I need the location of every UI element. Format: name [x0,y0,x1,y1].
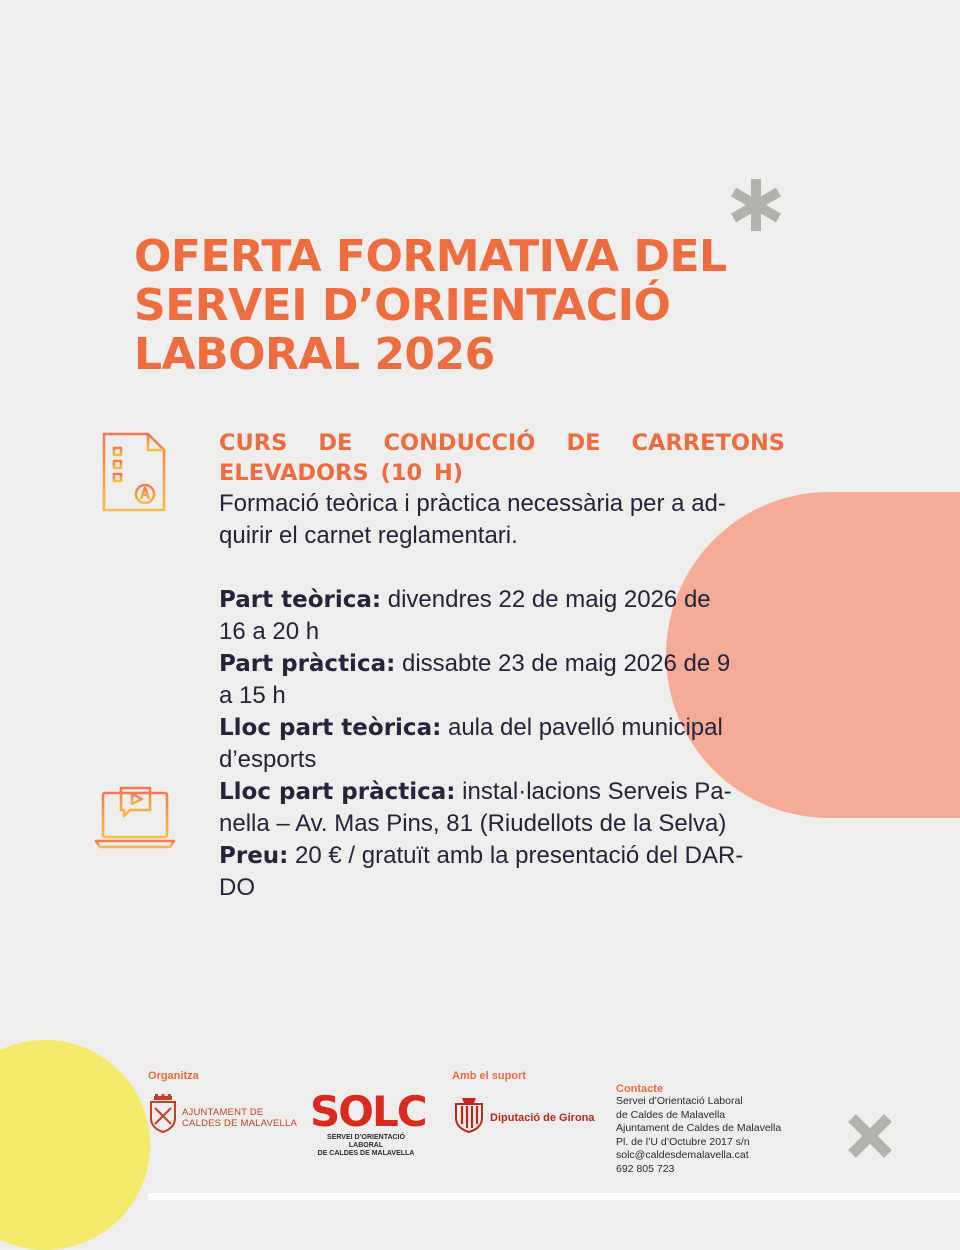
detail-value: a 15 h [219,682,286,709]
ajuntament-logo [148,1094,298,1134]
course-description [219,488,785,552]
detail-value: nella – Av. Mas Pins, 81 (Riudellots de la Selva) [219,810,727,837]
title-line: SERVEI D’ORIENTACIÓ [134,280,671,331]
solc-subtitle-line: SERVEI D’ORIENTACIÓ LABORAL [327,1134,405,1149]
solc-subtitle-line: DE CALDES DE MALAVELLA [317,1150,415,1157]
laptop-video-icon [94,784,176,850]
contact-email[interactable]: solc@caldesdemalavella.cat [616,1149,749,1161]
detail-label: Lloc part pràctica: [219,779,456,805]
detail-price [219,840,785,904]
bottom-white-bar [148,1193,960,1200]
suport-label: Amb el suport [452,1070,526,1082]
course-content [219,428,785,904]
asterisk-icon [727,176,785,234]
detail-label: Lloc part teòrica: [219,715,442,741]
solc-logo [310,1087,426,1162]
diputacio-logo [452,1094,602,1134]
detail-value: 16 a 20 h [219,618,320,645]
detail-theory-date [219,584,785,648]
detail-value: aula del pavelló municipal [441,714,723,741]
ajuntament-crest-icon [148,1094,178,1134]
detail-value: d’esports [219,746,317,773]
contact-line: Ajuntament de Caldes de Malavella [616,1122,782,1134]
contact-line: Servei d’Orientació Laboral [616,1095,743,1107]
contact-phone[interactable]: 692 805 723 [616,1162,675,1175]
detail-label: Part pràctica: [219,651,396,677]
detail-value: instal·lacions Serveis Pa- [455,778,732,805]
detail-value: DO [219,874,255,901]
detail-value: dissabte 23 de maig 2026 de 9 [395,650,731,677]
description-line: Formació teòrica i pràctica necessària per a ad- [219,490,726,517]
document-checklist-icon [100,430,168,514]
detail-practice-date [219,648,785,712]
course-title: CURS DE CONDUCCIÓ DE CARRETONS ELEVADORS (10 H) [219,430,785,486]
organitza-label: Organitza [148,1070,199,1082]
detail-label: Preu: [219,843,289,869]
solc-wordmark: SOLC [310,1087,426,1136]
contacte-label: Contacte [616,1083,664,1095]
contact-line: Pl. de l’U d’Octubre 2017 s/n [616,1135,750,1148]
detail-theory-place [219,712,785,776]
ajuntament-line: CALDES DE MALAVELLA [182,1118,298,1129]
page-title [134,232,727,379]
diputacio-name: Diputació de Girona [490,1112,595,1124]
contact-line: de Caldes de Malavella [616,1108,726,1121]
contact-block [616,1083,781,1176]
detail-practice-place [219,776,785,840]
description-line: quirir el carnet reglamentari. [219,522,518,549]
detail-value: 20 € / gratuït amb la presentació del DAR- [288,842,744,869]
detail-value: divendres 22 de maig 2026 de [381,586,711,613]
ajuntament-line: AJUNTAMENT DE [182,1107,264,1118]
yellow-decoration [0,1040,150,1250]
detail-label: Part teòrica: [219,587,382,613]
title-line: LABORAL 2026 [134,329,495,380]
title-line: OFERTA FORMATIVA DEL [134,231,727,282]
cross-icon [846,1112,894,1160]
diputacio-crest-icon [452,1094,486,1134]
